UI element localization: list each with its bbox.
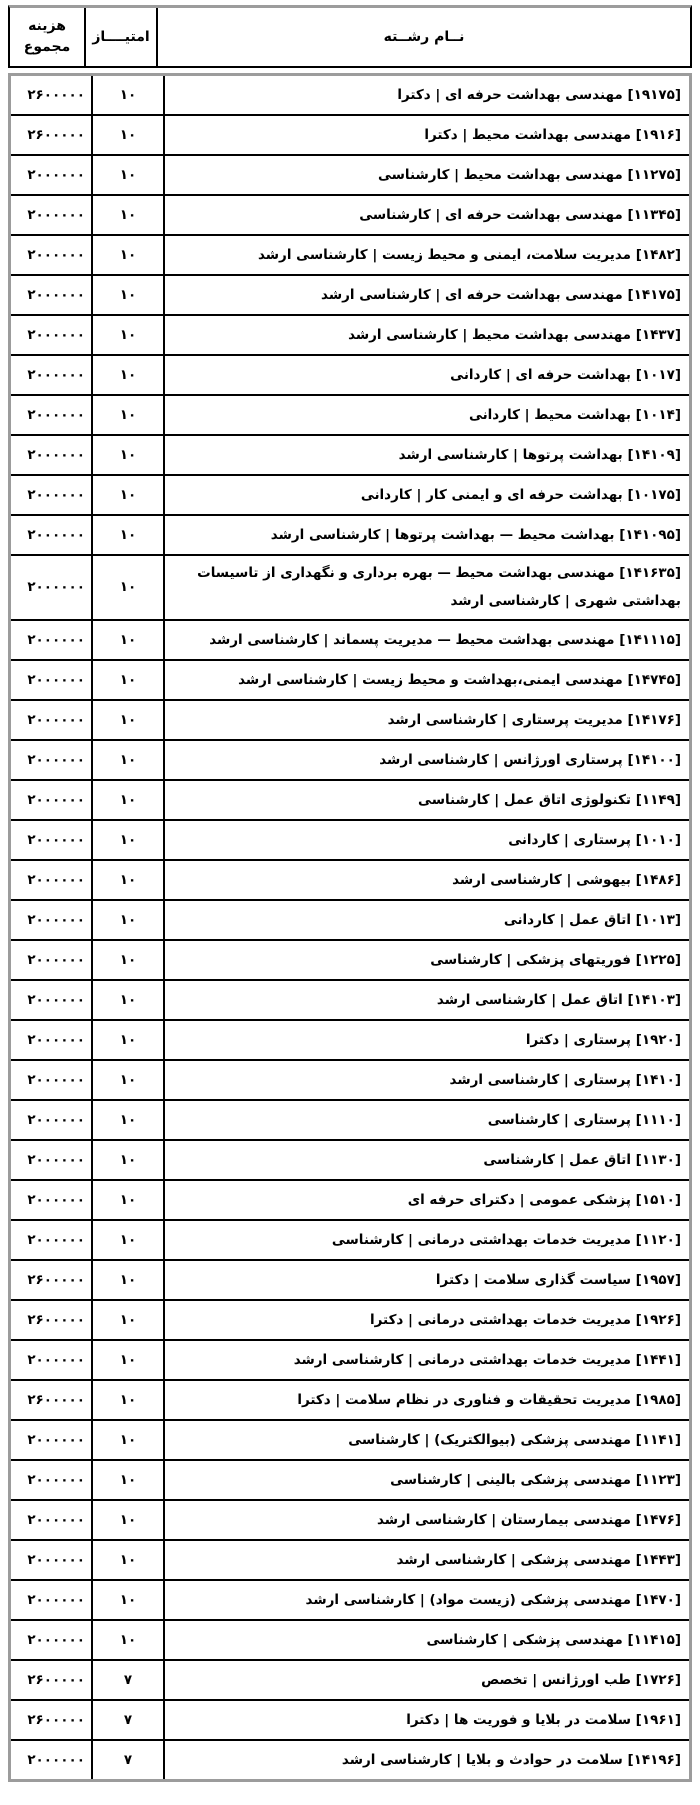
score-cell: ۱۰ [91,1021,163,1059]
cost-cell: ۲۰۰۰۰۰۰ [27,991,85,1008]
table-row [11,1461,689,1501]
score-cell: ۱۰ [91,1461,163,1499]
score-cell: ۱۰ [91,76,163,114]
table-row [11,781,689,821]
name-cell: [۱۴۱۷۶] مدیریت پرستاری | کارشناسی ارشد [163,701,689,739]
name-cell: [۱۴۴۱] مدیریت خدمات بهداشتی درمانی | کارشناسی ارشد [163,1341,689,1379]
score-cell: ۱۰ [91,1141,163,1179]
cost-cell: ۲۰۰۰۰۰۰ [27,367,85,383]
score-cell: ۱۰ [91,941,163,979]
table-row [11,861,689,901]
score-cell: ۱۰ [91,516,163,554]
name-cell: [۱۴۳۷] مهندسی بهداشت محیط | کارشناسی ارشد [163,316,689,354]
name-cell: [۱۰۱۷] بهداشت حرفه ای | کاردانی [163,356,689,394]
name-cell: [۱۰۱۰] پرستاری | کاردانی [163,821,689,859]
cost-cell: ۲۰۰۰۰۰۰ [27,1351,85,1368]
table-row [11,661,689,701]
name-cell: [۱۹۲۶] مدیریت خدمات بهداشتی درمانی | دکترا [163,1301,689,1339]
name-cell: [۱۱۳۴۵] مهندسی بهداشت حرفه ای | کارشناسی [163,196,689,234]
table-row [11,981,689,1021]
cost-cell: ۲۰۰۰۰۰۰ [27,1631,85,1648]
name-cell: [۱۴۱۷۵] مهندسی بهداشت حرفه ای | کارشناسی ارشد [163,276,689,314]
name-cell: [۱۴۸۲] مدیریت سلامت، ایمنی و محیط زیست | کارشناسی ارشد [163,236,689,274]
cost-cell: ۲۶۰۰۰۰۰ [27,1671,85,1688]
score-cell: ۷ [91,1741,163,1779]
cost-cell: ۲۶۰۰۰۰۰ [27,127,85,143]
table-row [11,1141,689,1181]
table-row [11,1581,689,1621]
table-row [11,1341,689,1381]
header-field-name-label: نــام رشــته [383,29,465,45]
header-field-name [156,8,690,66]
score-cell: ۱۰ [91,116,163,154]
cost-cell: ۲۰۰۰۰۰۰ [27,527,85,543]
cost-cell: ۲۶۰۰۰۰۰ [27,1271,85,1288]
name-cell: [۱۴۱۰] پرستاری | کارشناسی ارشد [163,1061,689,1099]
score-cell: ۱۰ [91,1301,163,1339]
table-row [11,821,689,861]
score-cell: ۱۰ [91,981,163,1019]
cost-cell: ۲۰۰۰۰۰۰ [27,447,85,463]
cost-cell: ۲۰۰۰۰۰۰ [27,911,85,928]
cost-cell: ۲۶۰۰۰۰۰ [27,87,85,103]
table-row [11,1421,689,1461]
score-cell: ۱۰ [91,821,163,859]
cost-cell: ۲۰۰۰۰۰۰ [27,1471,85,1488]
score-cell: ۱۰ [91,556,163,619]
score-cell: ۱۰ [91,1061,163,1099]
name-cell: [۱۱۴۱] مهندسی پزشکی (بیوالکتریک) | کارشناسی [163,1421,689,1459]
score-cell: ۱۰ [91,1101,163,1139]
table-row [11,1501,689,1541]
score-cell: ۱۰ [91,196,163,234]
name-cell: [۱۴۱۰۳] اتاق عمل | کارشناسی ارشد [163,981,689,1019]
score-cell: ۱۰ [91,1221,163,1259]
cost-cell: ۲۰۰۰۰۰۰ [27,407,85,423]
table-row [11,1261,689,1301]
table-row [11,1301,689,1341]
table-row [11,901,689,941]
cost-cell: ۲۰۰۰۰۰۰ [27,1511,85,1528]
cost-cell: ۲۰۰۰۰۰۰ [27,1151,85,1168]
cost-cell: ۲۰۰۰۰۰۰ [27,1071,85,1088]
table-row [11,396,689,436]
cost-cell: ۲۰۰۰۰۰۰ [27,871,85,888]
score-cell: ۱۰ [91,781,163,819]
cost-cell: ۲۰۰۰۰۰۰ [27,751,85,768]
score-cell: ۱۰ [91,1621,163,1659]
table-row [11,516,689,556]
table-row [11,1061,689,1101]
name-cell: [۱۹۱۷۵] مهندسی بهداشت حرفه ای | دکترا [163,76,689,114]
cost-cell: ۲۰۰۰۰۰۰ [27,207,85,223]
cost-cell: ۲۰۰۰۰۰۰ [27,831,85,848]
score-cell: ۱۰ [91,1541,163,1579]
table-row [11,1181,689,1221]
table-row [11,1661,689,1701]
score-cell: ۱۰ [91,236,163,274]
score-cell: ۱۰ [91,1421,163,1459]
score-cell: ۱۰ [91,396,163,434]
score-cell: ۱۰ [91,661,163,699]
name-cell: [۱۷۲۶] طب اورژانس | تخصص [163,1661,689,1699]
cost-cell: ۲۰۰۰۰۰۰ [27,1551,85,1568]
score-cell: ۱۰ [91,476,163,514]
score-cell: ۱۰ [91,1581,163,1619]
table-row [11,1221,689,1261]
score-cell: ۷ [91,1661,163,1699]
table-row [11,621,689,661]
table-row [11,941,689,981]
table-row [11,196,689,236]
table-row [11,1101,689,1141]
name-cell: [۱۹۸۵] مدیریت تحقیقات و فناوری در نظام سلامت | دکترا [163,1381,689,1419]
table-row [11,276,689,316]
name-cell: [۱۴۸۶] بیهوشی | کارشناسی ارشد [163,861,689,899]
cost-cell: ۲۰۰۰۰۰۰ [27,487,85,503]
table-row [11,1741,689,1779]
name-cell: [۱۱۳۰] اتاق عمل | کارشناسی [163,1141,689,1179]
score-cell: ۱۰ [91,621,163,659]
cost-cell: ۲۰۰۰۰۰۰ [27,791,85,808]
cost-cell: ۲۰۰۰۰۰۰ [27,247,85,263]
cost-cell: ۲۰۰۰۰۰۰ [27,671,85,688]
name-cell: [۱۱۲۷۵] مهندسی بهداشت محیط | کارشناسی [163,156,689,194]
name-cell: [۱۲۲۵] فوریتهای پزشکی | کارشناسی [163,941,689,979]
name-cell: [۱۱۴۹] تکنولوژی اتاق عمل | کارشناسی [163,781,689,819]
cost-cell: ۲۰۰۰۰۰۰ [27,711,85,728]
header-total-cost-line2: مجموع [23,39,71,55]
cost-cell: ۲۰۰۰۰۰۰ [27,1591,85,1608]
table-header [8,5,692,68]
name-cell: [۱۹۲۰] پرستاری | دکترا [163,1021,689,1059]
score-cell: ۱۰ [91,1381,163,1419]
name-cell: [۱۴۱۹۶] سلامت در حوادث و بلایا | کارشناسی ارشد [163,1741,689,1779]
cost-cell: ۲۰۰۰۰۰۰ [27,951,85,968]
cost-cell: ۲۰۰۰۰۰۰ [27,167,85,183]
score-cell: ۱۰ [91,436,163,474]
table-row [11,556,689,621]
cost-cell: ۲۰۰۰۰۰۰ [27,1031,85,1048]
score-cell: ۱۰ [91,1261,163,1299]
table-body [8,73,692,1782]
score-cell: ۱۰ [91,1501,163,1539]
score-cell: ۱۰ [91,156,163,194]
name-cell: [۱۹۵۷] سیاست گذاری سلامت | دکترا [163,1261,689,1299]
header-total-cost-line1: هزینه [28,18,66,34]
table-row [11,236,689,276]
score-cell: ۱۰ [91,316,163,354]
score-cell: ۱۰ [91,1341,163,1379]
table-row [11,356,689,396]
header-score [84,8,156,66]
cost-cell: ۲۶۰۰۰۰۰ [27,1711,85,1728]
score-cell: ۱۰ [91,701,163,739]
score-cell: ۱۰ [91,741,163,779]
name-cell: [۱۴۷۴۵] مهندسی ایمنی،بهداشت و محیط زیست | کارشناسی ارشد [163,661,689,699]
table-row [11,1021,689,1061]
table-row [11,1621,689,1661]
cost-cell: ۲۰۰۰۰۰۰ [27,327,85,343]
cost-cell: ۲۰۰۰۰۰۰ [27,1431,85,1448]
name-cell: [۱۴۷۰] مهندسی پزشکی (زیست مواد) | کارشناسی ارشد [163,1581,689,1619]
name-cell: [۱۴۴۳] مهندسی پزشکی | کارشناسی ارشد [163,1541,689,1579]
name-cell: [۱۵۱۰] پزشکی عمومی | دکترای حرفه ای [163,1181,689,1219]
score-cell: ۱۰ [91,901,163,939]
table-row [11,741,689,781]
name-cell: [۱۰۱۴] بهداشت محیط | کاردانی [163,396,689,434]
table-row [11,156,689,196]
cost-cell: ۲۰۰۰۰۰۰ [27,631,85,648]
cost-cell: ۲۰۰۰۰۰۰ [27,1191,85,1208]
table-row [11,1541,689,1581]
name-cell: [۱۴۷۶] مهندسی بیمارستان | کارشناسی ارشد [163,1501,689,1539]
name-cell: [۱۱۱۰] پرستاری | کارشناسی [163,1101,689,1139]
name-cell: [۱۹۶۱] سلامت در بلایا و فوریت ها | دکترا [163,1701,689,1739]
cost-cell: ۲۶۰۰۰۰۰ [27,1311,85,1328]
table-row [11,701,689,741]
table-row [11,1701,689,1741]
cost-cell: ۲۰۰۰۰۰۰ [27,287,85,303]
name-cell: [۱۴۱۱۱۵] مهندسی بهداشت محیط — مدیریت پسماند | کارشناسی ارشد [163,621,689,659]
cost-cell: ۲۰۰۰۰۰۰ [27,1751,85,1768]
name-cell: [۱۱۲۳] مهندسی پزشکی بالینی | کارشناسی [163,1461,689,1499]
name-cell: [۱۴۱۰۹] بهداشت پرتوها | کارشناسی ارشد [163,436,689,474]
name-cell: [۱۴۱۶۳۵] مهندسی بهداشت محیط — بهره برداری و نگهداری از تاسیسات بهداشتی شهری | کارشناسی ارشد [163,556,689,619]
score-cell: ۱۰ [91,356,163,394]
cost-cell: ۲۶۰۰۰۰۰ [27,1391,85,1408]
name-cell: [۱۱۴۱۵] مهندسی پزشکی | کارشناسی [163,1621,689,1659]
name-cell: [۱۱۲۰] مدیریت خدمات بهداشتی درمانی | کارشناسی [163,1221,689,1259]
table-row [11,1381,689,1421]
name-cell: [۱۹۱۶] مهندسی بهداشت محیط | دکترا [163,116,689,154]
table-row [11,436,689,476]
cost-cell: ۲۰۰۰۰۰۰ [27,1111,85,1128]
table-row [11,316,689,356]
score-cell: ۱۰ [91,276,163,314]
name-cell: [۱۴۱۰۹۵] بهداشت محیط — بهداشت پرتوها | کارشناسی ارشد [163,516,689,554]
table-row [11,476,689,516]
score-cell: ۱۰ [91,861,163,899]
score-cell: ۷ [91,1701,163,1739]
header-score-label: امتیــــاز [92,29,150,45]
score-cell: ۱۰ [91,1181,163,1219]
name-cell: [۱۰۱۷۵] بهداشت حرفه ای و ایمنی کار | کاردانی [163,476,689,514]
table-row [11,76,689,116]
name-cell: [۱۴۱۰۰] پرستاری اورژانس | کارشناسی ارشد [163,741,689,779]
table-row [11,116,689,156]
name-cell: [۱۰۱۳] اتاق عمل | کاردانی [163,901,689,939]
header-total-cost [10,8,84,66]
cost-cell: ۲۰۰۰۰۰۰ [27,579,85,596]
cost-cell: ۲۰۰۰۰۰۰ [27,1231,85,1248]
